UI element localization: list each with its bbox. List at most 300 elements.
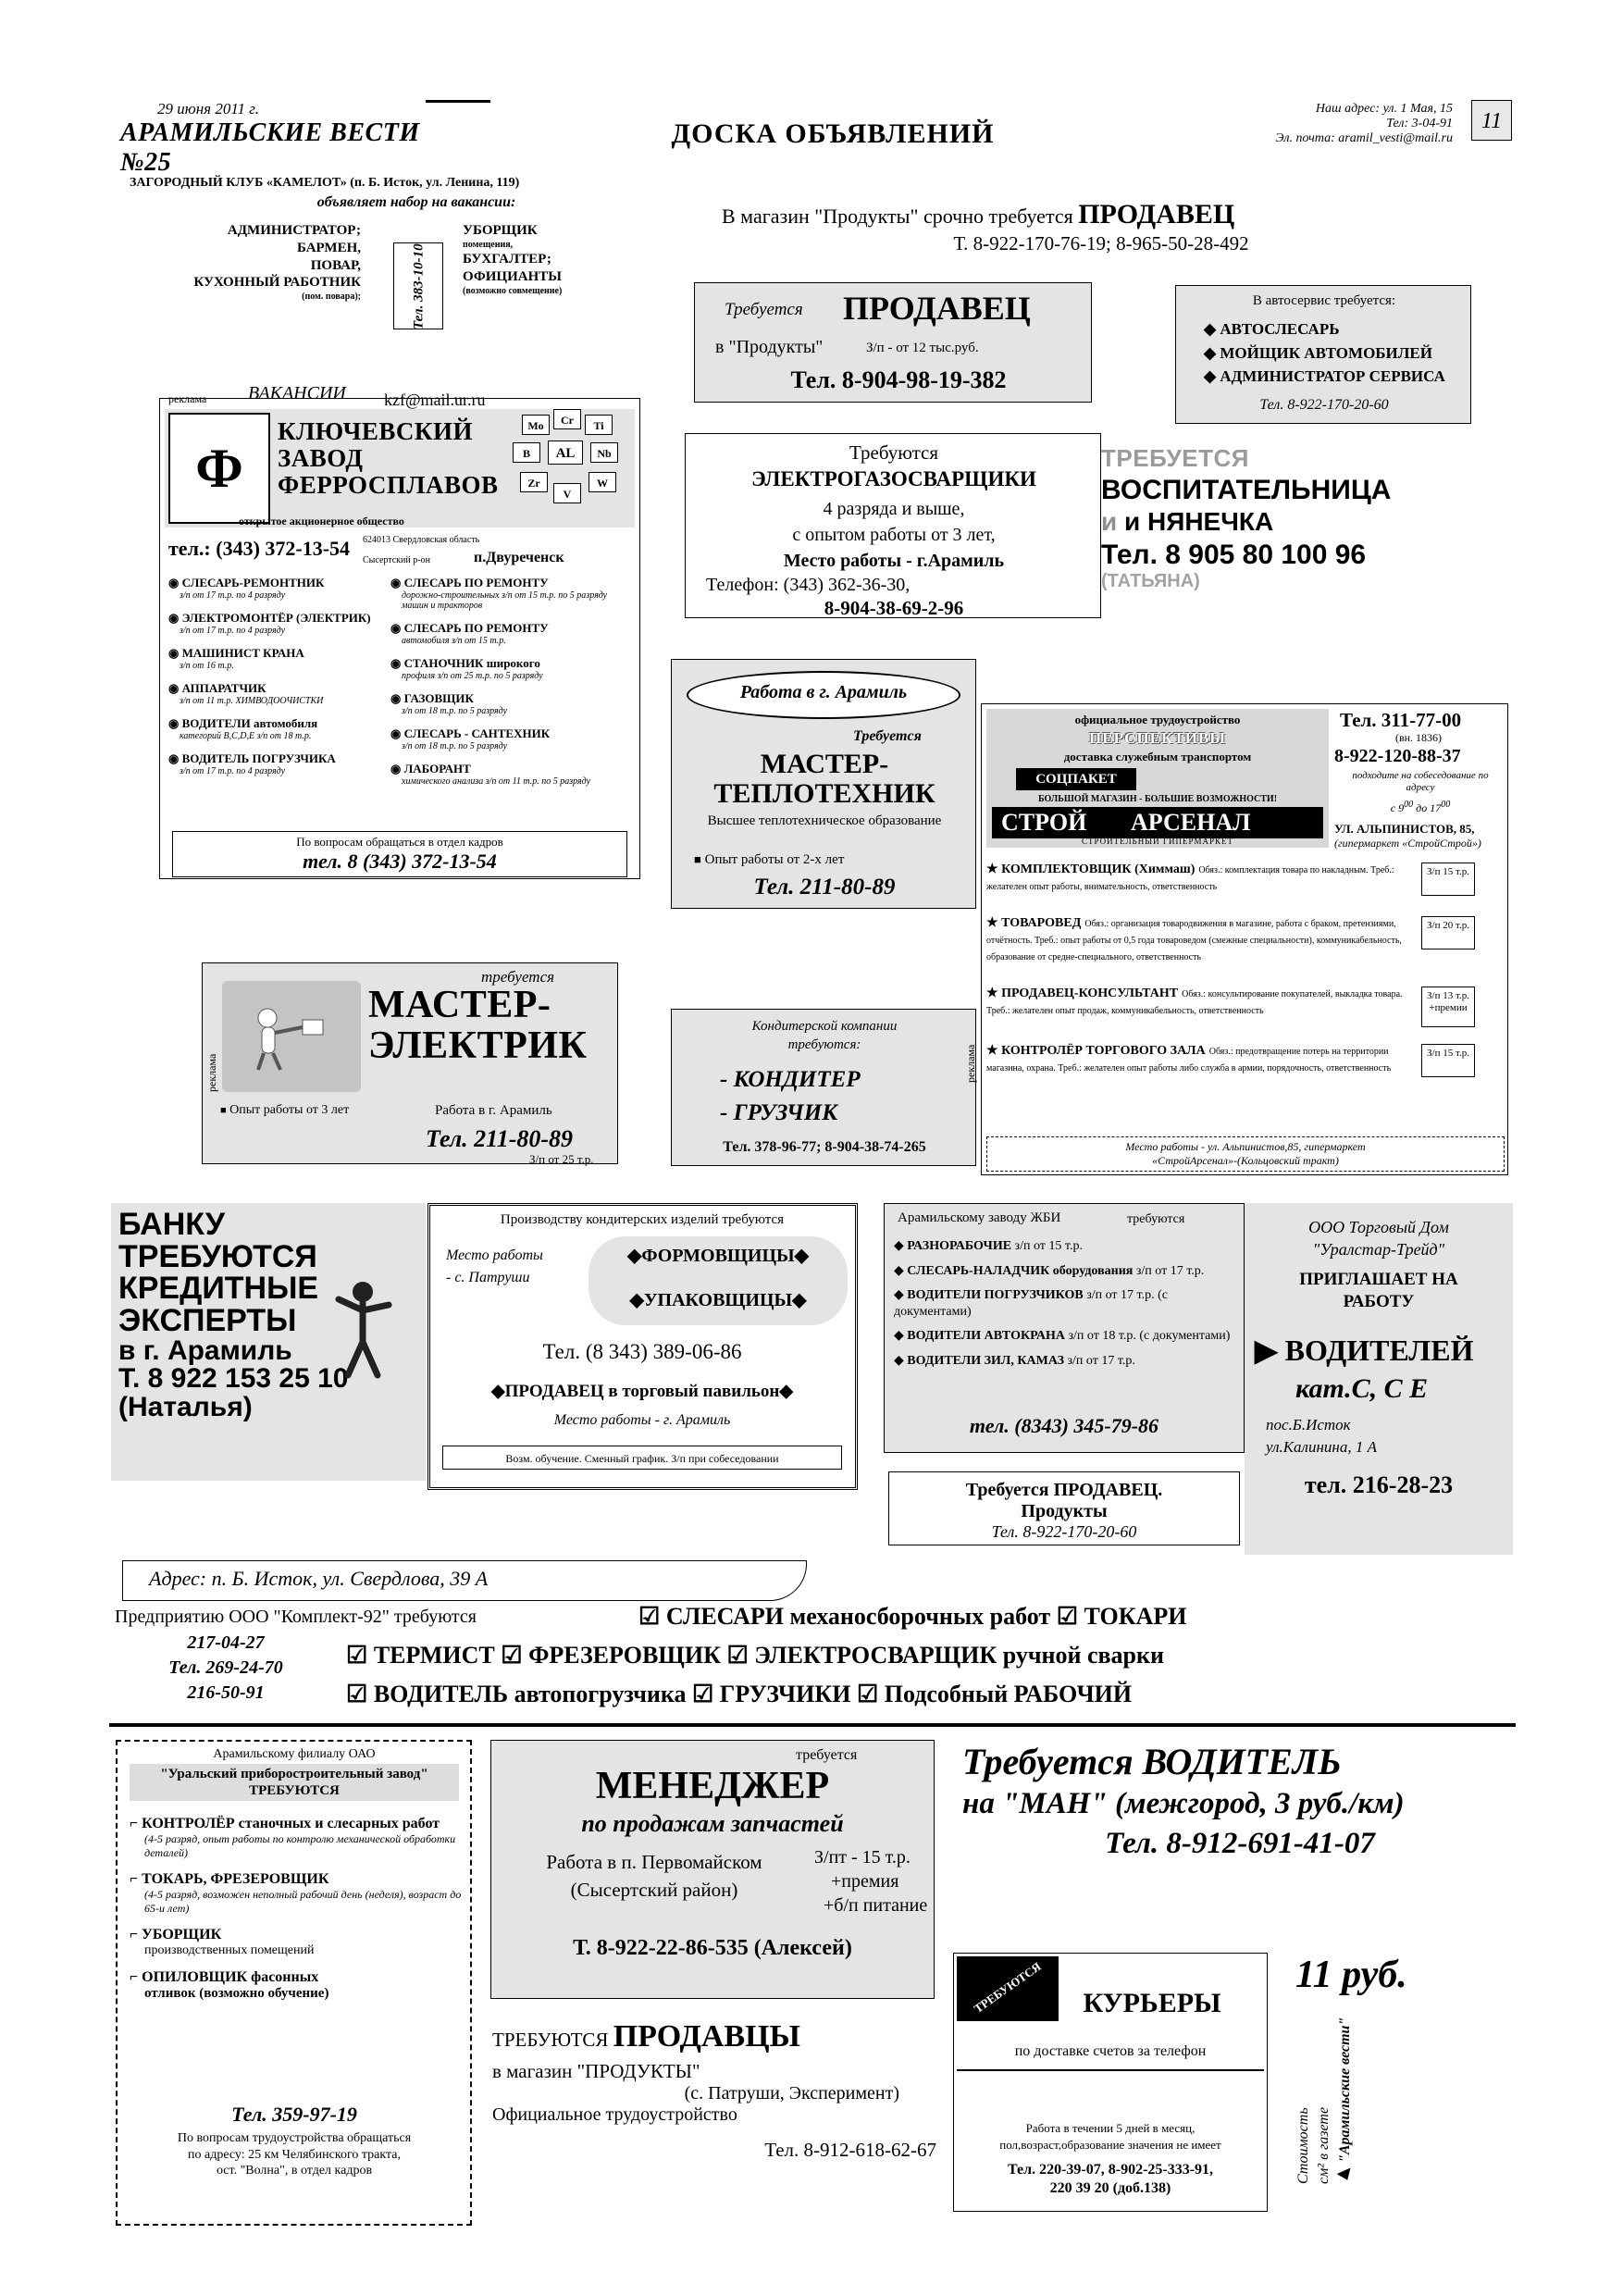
konditerskie-phone: Тел. (8 343) 389-06-86 [542, 1340, 742, 1363]
kamelot-note: (возможно совмещение) [463, 285, 563, 296]
kamelot-job: УБОРЩИК [463, 223, 538, 238]
konditerskie-job2: ◆УПАКОВЩИЦЫ◆ [629, 1290, 807, 1310]
uralstar-phone: тел. 216-28-23 [1304, 1471, 1454, 1498]
kamelot-job: АДМИНИСТРАТОР; [227, 223, 361, 238]
job-title: УБОРЩИК [142, 1927, 222, 1942]
square-bullet-icon: ■ [220, 1105, 227, 1116]
ad-kamelot [130, 176, 703, 211]
stroyarsenal-phone2: 8-922-120-88-37 [1334, 746, 1461, 766]
komplekt92-job: СЛЕСАРИ механосборочных работ [665, 1603, 1051, 1630]
ad-prodavec-top [722, 199, 1481, 255]
page-number: 11 [1471, 100, 1512, 141]
ferrosplav-jobs-col1 [168, 576, 383, 782]
job-title: РАЗНОРАБОЧИЕ [907, 1239, 1012, 1253]
job-salary: З/п 20 т.р. [1421, 916, 1475, 949]
upz-jobs [130, 1816, 463, 2007]
page-title: ДОСКА ОБЪЯВЛЕНИЙ [671, 118, 995, 149]
diamond-icon: ◆ [1204, 367, 1217, 385]
job-item: ⌐ УБОРЩИК производственных помещений [130, 1927, 463, 1958]
konditerskie-place2: - с. Патруши [446, 1270, 530, 1285]
electrician-illustration-icon [236, 999, 347, 1074]
kamelot-job: КУХОННЫЙ РАБОТНИК [193, 275, 361, 291]
job-title: СЛЕСАРЬ ПО РЕМОНТУ [403, 621, 549, 635]
konditerskie-job3: ◆ПРОДАВЕЦ в торговый павильон◆ [491, 1382, 793, 1401]
masthead-title: АРАМИЛЬСКИЕ ВЕСТИ №25 [120, 118, 420, 177]
element-cr: Cr [553, 409, 581, 429]
job-title: ТОКАРЬ, ФРЕЗЕРОВЩИК [142, 1871, 329, 1887]
driver-man-l1: Требуется ВОДИТЕЛЬ [962, 1741, 1342, 1782]
check-icon: ☑ [501, 1642, 523, 1669]
driver-man-l2: на "МАН" (межгород, 3 руб./км) [962, 1787, 1405, 1820]
ferrosplav-legal: открытое акционерное общество [239, 515, 404, 527]
job-item: ◆ СЛЕСАРЬ-НАЛАДЧИК оборудования з/п от 17 т.р. [894, 1263, 1205, 1278]
job-item: ◆ ВОДИТЕЛИ ЗИЛ, КАМАЗ з/п от 17 т.р. [894, 1353, 1135, 1368]
welders-req: Требуются [849, 441, 939, 464]
prodavec-box-where: в "Продукты" [715, 337, 824, 357]
prodavcy-l3: Официальное трудоустройство [492, 2104, 737, 2125]
job-row: ★ ПРОДАВЕЦ-КОНСУЛЬТАНТ Обяз.: консультирование покупателей, выкладка товара. Треб.: желателен опыт продаж, коммуникабельность, ответственность З/п 13 т.р. +премии [986, 985, 1505, 1036]
prodavec-box-req: Требуется [725, 300, 803, 319]
job-desc: Обяз.: комплектация товара по накладным. Треб.: желателен опыт работы, внимательность, ответственность [986, 865, 1394, 892]
ad-autoservice [1175, 285, 1471, 424]
ferrosplav-jobs-col2 [390, 576, 629, 792]
konditerskie-place1: Место работы [446, 1247, 543, 1263]
check-icon: ☑ [1056, 1603, 1078, 1630]
job-item: ⌐ ОПИЛОВЩИК фасонных отливок (возможно обучение) [130, 1969, 463, 2002]
elektrik-ad-label: реклама [205, 1053, 218, 1092]
upz-f1: По вопросам трудоустройства обращаться [177, 2131, 412, 2145]
komplekt92-phones [115, 1631, 337, 1706]
price-note [1295, 2008, 1354, 2184]
welders-phone1: Телефон: (343) 362-36-30, [706, 575, 911, 595]
elektrik-t2: ЭЛЕКТРИК [368, 1024, 588, 1067]
job-desc: химического анализа з/п от 11 т.р. по 5 разряду [402, 776, 591, 787]
job-title: МАШИНИСТ КРАНА [181, 646, 304, 660]
job-title: ВОДИТЕЛИ ПОГРУЗЧИКОВ [907, 1288, 1084, 1302]
prodavcy-req: ТРЕБУЮТСЯ [492, 2029, 609, 2051]
couriers-note1: Работа в течении 5 дней в месяц, [1025, 2121, 1196, 2135]
manager-place2: (Сысертский район) [570, 1879, 738, 1901]
job-item: ◉ СТАНОЧНИК широкого профиля з/п от 25 т.р. по 5 разряду [390, 656, 629, 681]
manager-t2: по продажам запчастей [581, 1810, 844, 1837]
job-desc: з/п от 17 т.р. (с документами) [894, 1288, 1168, 1319]
uralstar-l1: ООО Торговый Дом [1308, 1218, 1449, 1236]
job-desc: автомобиля з/п от 15 т.р. [402, 636, 506, 646]
ferrosplav-jobs [168, 576, 631, 835]
job-title: ЭЛЕКТРОМОНТЁР (ЭЛЕКТРИК) [181, 611, 371, 625]
job-item: ◉ МАШИНИСТ КРАНА з/п от 16 т.р. [168, 646, 383, 671]
autoservice-jobs [1204, 317, 1445, 389]
kamelot-phone: Тел. 383-10-10 [411, 243, 427, 330]
ad-konditer [671, 1009, 976, 1166]
ferrosplav-name-2: ЗАВОД [278, 444, 364, 473]
bank-l1: БАНКУ [118, 1207, 225, 1242]
ad-vospitatelnica [1101, 444, 1499, 592]
element-al: AL [548, 441, 583, 465]
prodavcy-phone: Тел. 8-912-618-62-67 [764, 2139, 936, 2161]
kamelot-job: БАРМЕН, [296, 240, 361, 255]
teplotehnik-req: Требуется [853, 728, 922, 744]
stroyarsenal-slogan: БОЛЬШОЙ МАГАЗИН - БОЛЬШИЕ ВОЗМОЖНОСТИ! [1037, 794, 1278, 804]
stroyarsenal-top3: доставка служебным транспортом [1063, 750, 1252, 763]
job-item: ◉ ЭЛЕКТРОМОНТЁР (ЭЛЕКТРИК) з/п от 17 т.р. по 4 разряду [168, 611, 383, 636]
job-item: ◆ РАЗНОРАБОЧИЕ з/п от 15 т.р. [894, 1239, 1083, 1253]
vospitatel-l1: ТРЕБУЕТСЯ [1101, 444, 1249, 472]
prodavec-box-phone: Тел. 8-904-98-19-382 [790, 366, 1007, 393]
job-title: КОМПЛЕКТОВЩИК (Химмаш) [1001, 863, 1196, 876]
job-title: КОНТРОЛЁР ТОРГОВОГО ЗАЛА [1001, 1044, 1206, 1058]
prodavec-prod-l2: Продукты [1021, 1501, 1108, 1521]
ferrosplav-logo-icon: Ф [168, 413, 270, 524]
job-salary: З/п 15 т.р. [1421, 1044, 1475, 1077]
job-salary: З/п 13 т.р. +премии [1421, 987, 1475, 1027]
job-item: ◆ ВОДИТЕЛИ АВТОКРАНА з/п от 18 т.р. (с документами) [894, 1329, 1231, 1343]
job-desc: з/п от 18 т.р. по 5 разряду [402, 741, 508, 751]
manager-t1: МЕНЕДЖЕР [595, 1765, 830, 1807]
kamelot-job: ПОВАР, [310, 257, 361, 273]
job-desc: з/п от 11 т.р. ХИМВОДООЧИСТКИ [180, 696, 324, 706]
welders-l3: Место работы - г.Арамиль [783, 551, 1005, 571]
check-icon: ☑ [346, 1642, 368, 1669]
konditerskie-note: Возм. обучение. Сменный график. З/п при собеседовании [442, 1446, 842, 1470]
prodavec-top-title: ПРОДАВЕЦ [1078, 199, 1235, 230]
kamelot-note: (пом. повара); [302, 292, 361, 302]
diamond-icon: ◆ [1204, 343, 1217, 362]
teplotehnik-t1: МАСТЕР- [760, 749, 889, 779]
couriers-badge-shape [957, 1956, 1059, 2021]
elektrik-place: Работа в г. Арамиль [435, 1103, 552, 1118]
job-desc: з/п от 17 т.р. [1067, 1353, 1135, 1368]
kamelot-phone-box [393, 242, 443, 329]
konditer-job1: - КОНДИТЕР [720, 1067, 861, 1092]
prodavec-prod-phone: Тел. 8-922-170-20-60 [991, 1522, 1137, 1541]
job-title: ПРОДАВЕЦ-КОНСУЛЬТАНТ [1001, 987, 1179, 1000]
kamelot-col1 [185, 222, 361, 304]
manager-phone: Т. 8-922-22-86-535 (Алексей) [573, 1936, 852, 1960]
office-phone: Тел: 3-04-91 [1386, 117, 1453, 130]
job-item: ◉ ЛАБОРАНТ химического анализа з/п от 11 т.р. по 5 разряду [390, 762, 629, 787]
prodavec-box-salary: З/п - от 12 тыс.руб. [866, 341, 979, 355]
ferrosplav-region2: Сысертский р-он [363, 555, 430, 565]
driver-man-phone: Тел. 8-912-691-41-07 [1105, 1827, 1375, 1860]
stroyarsenal-phone1: Тел. 311-77-00 [1340, 709, 1462, 731]
ferrosplav-elements [507, 415, 627, 516]
kamelot-title: ЗАГОРОДНЫЙ КЛУБ «КАМЕЛОТ» (п. Б. Исток, ул. Ленина, 119) [130, 176, 520, 190]
ferrosplav-ad-label: реклама [168, 392, 207, 405]
job-item: ⌐ КОНТРОЛЁР станочных и слесарных работ (4-5 разряд, опыт работы по контролю механической обработки деталей) [130, 1816, 463, 1860]
zhbi-title2: требуются [1127, 1212, 1185, 1226]
konditer-phone: Тел. 378-96-77; 8-904-38-74-265 [723, 1139, 926, 1155]
kamelot-job: ОФИЦИАНТЫ [463, 269, 562, 284]
elektrik-salary: З/п от 25 т.р. [529, 1152, 594, 1166]
job-title: СЛЕСАРЬ-РЕМОНТНИК [181, 576, 325, 590]
job-title: ТОВАРОВЕД [1001, 916, 1082, 930]
konditer-l1: Кондитерской компании [751, 1019, 898, 1034]
welders-l1: 4 разряда и выше, [823, 499, 965, 519]
uralstar-addr1: пос.Б.Исток [1266, 1416, 1351, 1433]
uralstar-l2: "Уралстар-Трейд" [1312, 1240, 1445, 1259]
stroyarsenal-addr2: (гипермаркет «СтройСтрой») [1334, 837, 1481, 850]
job-item: ◉ СЛЕСАРЬ ПО РЕМОНТУ автомобиля з/п от 15 т.р. [390, 621, 629, 646]
ad-teplotehnik [671, 659, 976, 909]
uralstar-addr2: ул.Калинина, 1 А [1266, 1438, 1377, 1456]
job-title: СЛЕСАРЬ ПО РЕМОНТУ [403, 576, 549, 590]
vospitatel-l2: ВОСПИТАТЕЛЬНИЦА [1101, 475, 1392, 505]
upz-l1: Арамильскому филиалу ОАО [213, 1747, 376, 1761]
ad-prodavec-box [694, 282, 1092, 403]
job-title: АППАРАТЧИК [181, 681, 266, 695]
ferrosplav-name-3: ФЕРРОСПЛАВОВ [278, 471, 499, 500]
job-desc: Обяз.: консультирование покупателей, выкладка товара. Треб.: желателен опыт продаж, коммуникабельность, ответственность [986, 989, 1403, 1016]
job-desc: производственных помещений [144, 1943, 315, 1957]
stroyarsenal-top2: ПЕРСПЕКТИВЫ [1089, 729, 1226, 747]
bank-name: (Наталья) [118, 1391, 253, 1422]
job-title: ВОДИТЕЛИ автомобиля [181, 716, 318, 730]
stroyarsenal-hours: с $9^{00}$ до $17^{00}$ [1390, 800, 1451, 814]
job-title: ГАЗОВЩИК [403, 691, 474, 705]
couriers-title: КУРЬЕРЫ [1083, 1988, 1221, 2018]
stroyarsenal-footer [986, 1136, 1505, 1172]
check-icon: ☑ [726, 1642, 749, 1669]
couriers-sub: по доставке счетов за телефон [1014, 2043, 1207, 2059]
komplekt92-phone: Тел. 269-24-70 [168, 1657, 283, 1678]
stroyarsenal-brandsub: СТРОИТЕЛЬНЫЙ ГИПЕРМАРКЕТ [1081, 837, 1234, 846]
elektrik-req: требуется [481, 968, 555, 986]
element-zr: Zr [520, 472, 548, 492]
zhbi-phone: тел. (8343) 345-79-86 [969, 1414, 1159, 1437]
komplekt92-job: ФРЕЗЕРОВЩИК [528, 1642, 721, 1669]
elektrik-phone: Тел. 211-80-89 [426, 1125, 574, 1152]
konditerskie-job1: ◆ФОРМОВЩИЦЫ◆ [626, 1246, 810, 1266]
job-title: ВОДИТЕЛИ ЗИЛ, КАМАЗ [907, 1353, 1064, 1368]
upz-phone: Тел. 359-97-19 [231, 2103, 357, 2126]
job-desc: з/п от 17 т.р. [1135, 1263, 1205, 1278]
ferrosplav-region: 624013 Свердловская область [363, 535, 480, 545]
teplotehnik-t2: ТЕПЛОТЕХНИК [713, 778, 935, 809]
upz-f2: по адресу: 25 км Челябинского тракта, [188, 2147, 401, 2162]
kamelot-note: помещения, [463, 239, 514, 250]
manager-s3: +б/п питание [824, 1895, 928, 1916]
job-desc: з/п от 17 т.р. по 4 разряду [180, 766, 286, 776]
uralstar-job2: кат.С, С Е [1295, 1373, 1429, 1404]
bank-figure-icon [326, 1277, 400, 1384]
komplekt92-job: ТОКАРИ [1084, 1603, 1187, 1630]
job-item: ◉ СЛЕСАРЬ-РЕМОНТНИК з/п от 17 т.р. по 4 разряду [168, 576, 383, 601]
element-nb: Nb [590, 442, 618, 463]
job-title: СЛЕСАРЬ - САНТЕХНИК [403, 726, 551, 740]
couriers-badge: ТРЕБУЮТСЯ [971, 1959, 1044, 2017]
konditer-job2: - ГРУЗЧИК [720, 1100, 838, 1125]
job-desc: з/п от 17 т.р. по 4 разряду [180, 626, 286, 636]
ferrosplav-name-1: КЛЮЧЕВСКИЙ [278, 417, 473, 445]
couriers-note2: пол,возраст,образование значения не имеет [999, 2138, 1221, 2152]
job-row: ★ КОМПЛЕКТОВЩИК (Химмаш) Обяз.: комплектация товара по накладным. Треб.: желателен опыт работы, внимательность, ответственность З/п 15 т.р. [986, 861, 1505, 909]
komplekt92-row3 [346, 1681, 1132, 1708]
check-icon: ☑ [638, 1603, 661, 1630]
autoservice-job: АВТОСЛЕСАРЬ [1220, 320, 1340, 338]
job-row: ★ ТОВАРОВЕД Обяз.: организация товародвижения в магазине, работа с браком, претензиями, отчётность. Треб.: опыт работы от 0,5 года товароведом (смежные специальности), коммуникабельность, образование от средне-специального, ответственность З/п 20 т.р. [986, 914, 1505, 979]
ferrosplav-name [278, 418, 499, 499]
ferrosplav-footer [172, 831, 627, 877]
prodavec-box-title: ПРОДАВЕЦ [843, 290, 1031, 327]
elektrik-exp: ■ Опыт работы от 3 лет [220, 1103, 350, 1117]
autoservice-job: АДМИНИСТРАТОР СЕРВИСА [1220, 367, 1445, 385]
ferrosplav-footer-phone: тел. 8 (343) 372-13-54 [303, 850, 497, 873]
teplotehnik-edu: Высшее теплотехническое образование [707, 813, 942, 828]
element-mo: Mo [522, 415, 550, 435]
check-icon: ☑ [346, 1681, 368, 1707]
job-desc: дорожно-строительных з/п от 15 т.р. по 5 разряду машин и тракторов [402, 590, 608, 611]
komplekt92-job: Подсобный РАБОЧИЙ [884, 1681, 1133, 1707]
job-item: ◉ ВОДИТЕЛЬ ПОГРУЗЧИКА з/п от 17 т.р. по 4 разряду [168, 751, 383, 776]
ferrosplav-email: kzf@mail.ur.ru [384, 391, 486, 409]
element-v: V [553, 483, 581, 503]
ferrosplav-footer-text: По вопросам обращаться в отдел кадров [296, 835, 503, 849]
section-divider [109, 1723, 1516, 1727]
vospitatel-phone: Тел. 8 905 80 100 96 [1101, 540, 1367, 570]
bank-l4: ЭКСПЕРТЫ [118, 1303, 297, 1339]
elektrik-t1: МАСТЕР- [368, 984, 551, 1026]
komplekt92-lead: Предприятию ООО "Комплект-92" требуются [115, 1607, 477, 1627]
job-desc: профиля з/п от 25 т.р. по 5 разряду [402, 671, 543, 681]
autoservice-phone: Тел. 8-922-170-20-60 [1259, 397, 1389, 413]
manager-s2: +премия [831, 1871, 899, 1892]
stroyarsenal-brand2: АРСЕНАЛ [1131, 809, 1251, 836]
job-title: ВОДИТЕЛЬ ПОГРУЗЧИКА [181, 751, 336, 765]
ad-driver-man [962, 1740, 1518, 1861]
komplekt92-job: ЭЛЕКТРОСВАРЩИК ручной сварки [754, 1642, 1164, 1669]
stroyarsenal-footer2: «СтройАрсенал»-(Кольцовский тракт) [1152, 1154, 1339, 1167]
contact-block [1138, 102, 1453, 146]
prodavec-top-phone: Т. 8-922-170-76-19; 8-965-50-28-492 [953, 232, 1249, 254]
manager-req: требуется [796, 1747, 858, 1763]
job-desc: отливок (возможно обучение) [144, 1986, 329, 2001]
masthead-date: 29 июня 2011 г. [157, 100, 259, 118]
kamelot-col2 [463, 222, 657, 297]
bank-l3: КРЕДИТНЫЕ [118, 1271, 319, 1307]
stroyarsenal-brand1: СТРОЙ [1001, 809, 1087, 836]
office-address: Наш адрес: ул. 1 Мая, 15 [1315, 102, 1453, 116]
job-item: ◉ ВОДИТЕЛИ автомобиля категорий В,С,D,Е з/п от 18 т.р. [168, 716, 383, 741]
kamelot-job: БУХГАЛТЕР; [463, 252, 551, 267]
komplekt92-job: ВОДИТЕЛЬ автопогрузчика [373, 1681, 687, 1707]
welders-l2: с опытом работы от 3 лет, [792, 525, 996, 545]
job-title: ЛАБОРАНТ [403, 762, 471, 776]
stroyarsenal-jobs [986, 861, 1505, 1094]
konditerskie-title: Производству кондитерских изделий требуются [500, 1212, 785, 1227]
stroyarsenal-ad-label: реклама [964, 1044, 977, 1083]
bank-l5: в г. Арамиль [118, 1334, 292, 1366]
teplotehnik-badge: Работа в г. Арамиль [739, 682, 908, 702]
job-item: ◆ ВОДИТЕЛИ ПОГРУЗЧИКОВ з/п от 17 т.р. (с документами) [894, 1288, 1168, 1319]
komplekt92-address-box [122, 1560, 807, 1601]
job-desc: з/п от 18 т.р. (с документами) [1068, 1329, 1231, 1343]
couriers-phone1: Тел. 220-39-07, 8-902-25-333-91, [1007, 2162, 1214, 2178]
stroyarsenal-phone1-ext: (вн. 1836) [1394, 731, 1443, 744]
welders-title: ЭЛЕКТРОГАЗОСВАРЩИКИ [751, 467, 1036, 490]
office-email: Эл. почта: aramil_vesti@mail.ru [1275, 131, 1453, 145]
job-item: ◉ СЛЕСАРЬ ПО РЕМОНТУ дорожно-строительных з/п от 15 т.р. по 5 разряду машин и тракторов [390, 576, 629, 611]
upz-f3: ост. "Волна", в отдел кадров [216, 2164, 373, 2178]
stroyarsenal-note1: подходите на собеседование по адресу [1352, 770, 1489, 794]
prodavcy-title: ПРОДАВЦЫ [613, 2019, 800, 2054]
prodavcy-l1: в магазин "ПРОДУКТЫ" [492, 2060, 700, 2082]
job-desc: з/п от 18 т.р. по 5 разряду [402, 706, 508, 716]
bank-l2: ТРЕБУЮТСЯ [118, 1238, 317, 1274]
job-desc: Обяз.: предотвращение потерь на территории магазина, охрана. Треб.: желателен опыт работы либо служба в армии, порядочность, ответственность [986, 1047, 1392, 1074]
job-desc: з/п от 17 т.р. по 4 разряду [180, 590, 286, 601]
price-note3: ▶ "Арамильские вести" [1337, 2017, 1353, 2184]
stroyarsenal-top1: официальное трудоустройство [1074, 713, 1241, 726]
komplekt92-row2 [346, 1642, 1164, 1669]
check-icon: ☑ [691, 1681, 714, 1707]
prodavec-prod-l1: Требуется ПРОДАВЕЦ. [965, 1480, 1163, 1500]
elektrik-photo [222, 981, 361, 1092]
komplekt92-job: ТЕРМИСТ [373, 1642, 495, 1669]
vospitatel-name: (ТАТЬЯНА) [1101, 571, 1200, 591]
job-desc: з/п от 16 т.р. [180, 661, 234, 671]
job-salary: З/п 15 т.р. [1421, 863, 1475, 896]
job-desc: Обяз.: организация товародвижения в магазине, работа с браком, претензиями, отчётность. Треб.: опыт работы от 0,5 года товароведом (смежные специальности), коммуникабельность, образование от средне-специального, ответственность [986, 919, 1402, 962]
zhbi-jobs [894, 1238, 1238, 1372]
couriers-phone2: 220 39 20 (доб.138) [1049, 2180, 1171, 2196]
prodavcy-l2: (с. Патруши, Эксперимент) [684, 2083, 899, 2104]
job-title: ОПИЛОВЩИК фасонных [142, 1969, 319, 1985]
price-value: 11 руб. [1295, 1954, 1407, 1996]
stroyarsenal-addr1: УЛ. АЛЬПИНИСТОВ, 85, [1334, 822, 1475, 836]
komplekt92-phone: 216-50-91 [187, 1682, 265, 1703]
ferrosplav-vacancies: ВАКАНСИИ [248, 383, 346, 403]
teplotehnik-phone: Тел. 211-80-89 [753, 875, 896, 900]
upz-l2: "Уральский приборостроительный завод" ТРЕБУЮТСЯ [130, 1764, 459, 1801]
price-note1: Стоимость [1295, 2107, 1311, 2184]
manager-place1: Работа в п. Первомайском [546, 1851, 762, 1873]
ad-prodavec-produkty [888, 1471, 1240, 1545]
komplekt92-address: Адрес: п. Б. Исток, ул. Свердлова, 39 А [149, 1567, 489, 1590]
ferrosplav-place: п.Двуреченск [474, 550, 564, 565]
job-title: СЛЕСАРЬ-НАЛАДЧИК оборудования [907, 1263, 1134, 1278]
job-row: ★ КОНТРОЛЁР ТОРГОВОГО ЗАЛА Обяз.: предотвращение потерь на территории магазина, охрана. Треб.: желателен опыт работы либо служба в армии, порядочность, ответственность З/п 15 т.р. [986, 1042, 1505, 1094]
uralstar-job1: ▶ ВОДИТЕЛЕЙ [1255, 1334, 1474, 1367]
upz-footer [122, 2130, 466, 2179]
stroyarsenal-socpaket: СОЦПАКЕТ [1016, 768, 1136, 790]
stroyarsenal-footer1: Место работы - ул. Альпинистов,85, гипермаркет [1125, 1140, 1366, 1153]
komplekt92-row1 [638, 1603, 1186, 1631]
autoservice-job: МОЙЩИК АВТОМОБИЛЕЙ [1220, 343, 1432, 362]
job-desc: (4-5 разряд, опыт работы по контролю механической обработки деталей) [144, 1832, 456, 1859]
couriers-divider [957, 2069, 1264, 2071]
job-desc: (4-5 разряд, возможен неполный рабочий день (неделя), возраст до 65-и лет) [144, 1888, 462, 1915]
autoservice-title: В автосервис требуется: [1252, 293, 1396, 308]
konditer-l2: требуются: [787, 1037, 861, 1052]
vospitatel-l3: и и НЯНЕЧКА [1101, 507, 1274, 536]
check-icon: ☑ [856, 1681, 879, 1707]
bank-phone: Т. 8 922 153 25 10 [118, 1363, 349, 1395]
ad-welders [685, 433, 1101, 618]
masthead-rule [426, 100, 490, 103]
ferrosplav-phone: тел.: (343) 372-13-54 [168, 537, 351, 560]
job-title: КОНТРОЛЁР станочных и слесарных работ [142, 1816, 440, 1831]
diamond-icon: ◆ [1204, 320, 1217, 338]
ad-prodavcy [492, 2019, 955, 2162]
manager-s1: З/пт - 15 т.р. [814, 1847, 911, 1868]
welders-phone2: 8-904-38-69-2-96 [824, 597, 964, 619]
komplekt92-phone: 217-04-27 [187, 1632, 265, 1653]
kamelot-subtitle: объявляет набор на вакансии: [316, 194, 516, 210]
job-item: ◉ АППАРАТЧИК з/п от 11 т.р. ХИМВОДООЧИСТКИ [168, 681, 383, 706]
komplekt92-job: ГРУЗЧИКИ [719, 1681, 851, 1707]
job-title: ВОДИТЕЛИ АВТОКРАНА [907, 1329, 1065, 1343]
